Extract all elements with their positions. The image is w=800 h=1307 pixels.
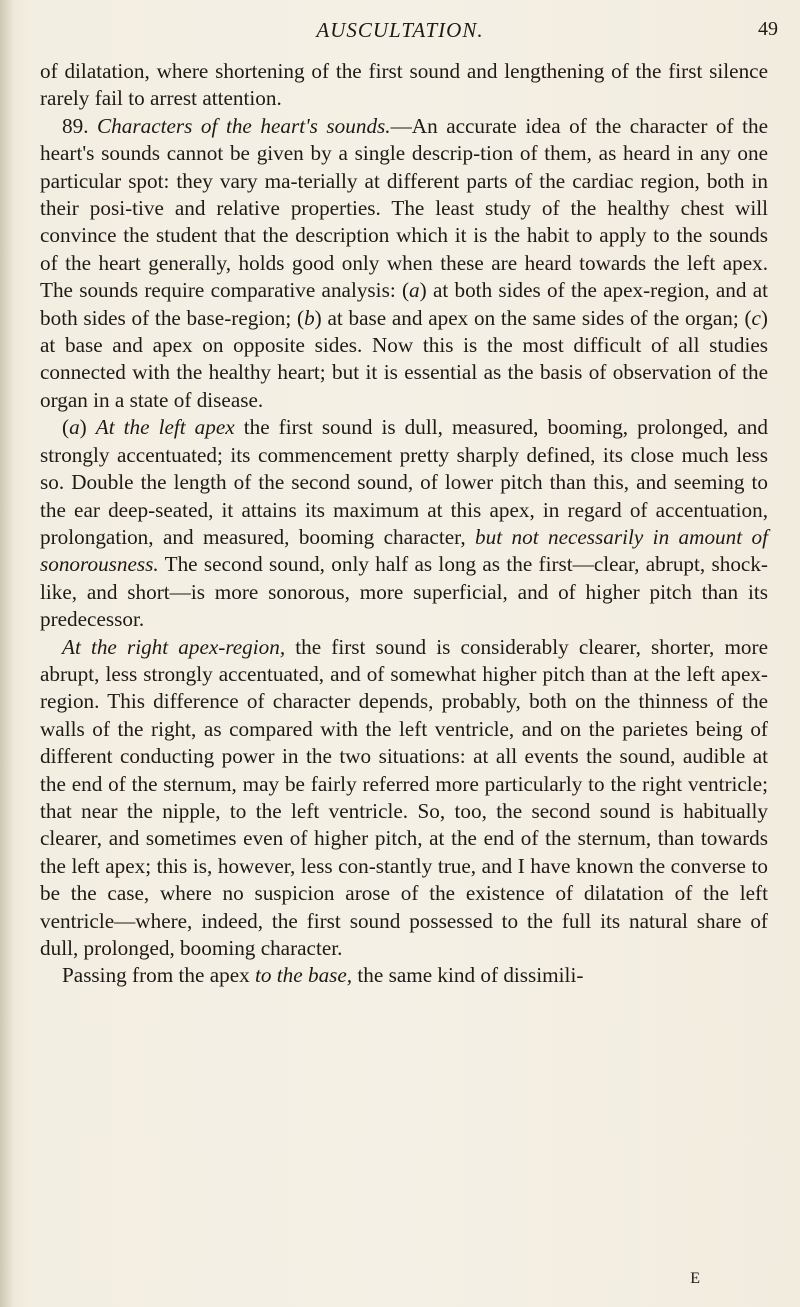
paragraph (40, 414, 768, 633)
binding-shadow (0, 0, 14, 1307)
text-run: —An accurate idea of the character of the heart's sounds cannot be given by a single descrip-tion of them, as heard in any one particular spot: they vary ma-terially at different parts of the cardiac region, both in their posi-tive and relative properties. The least study of the healthy chest will convince the student that the description which it is the habit to apply to the sounds of the heart generally, holds good only when these are heard towards the left apex. The sounds require comparative analysis: ( (40, 113, 769, 303)
text-run: ( (62, 415, 70, 440)
text-run: the same kind of dissimili- (352, 963, 584, 988)
text-run: ) (79, 415, 96, 440)
italic-text-run: a (409, 278, 420, 303)
text-run: ) at base and apex on the same sides of the organ; ( (314, 305, 752, 330)
text-run: the first sound is dull, measured, booming, prolonged, and strongly accentuated; its commencement pretty sharply defined, its close much less so. Double the length of the second sound, of lower pitch than this, and seeming to the ear deep-seated, it attains its maximum at this apex, in regard of accentuation, prolongation, and measured, booming character, (40, 415, 768, 549)
running-title: AUSCULTATION. (316, 18, 484, 42)
paragraph (40, 962, 768, 989)
paragraph (40, 58, 768, 113)
page-number: 49 (758, 18, 778, 40)
paragraph (40, 113, 768, 414)
text-run: ) at both sides of the apex-region, and at both sides of the base-region; ( (40, 278, 769, 330)
italic-text-run: c (751, 305, 761, 330)
text-run: the first sound is considerably clearer, shorter, more abrupt, less strongly accentuated, and of somewhat higher pitch than at the left apex-region. This difference of character depends, probably, both on the thinness of the walls of the right, as compared with the left ventricle, and on the parietes being of different conducting power in the two situations: at all events the sound, audible at the end of the sternum, may be fairly referred more particularly to the right ventricle; that near the nipple, to the left ventricle. So, too, the second sound is habitually clearer, and sometimes even of higher pitch, at the end of the sternum, than towards the left apex; this is, however, less con-stantly true, and I have known the converse to be the case, where no suspicion arose of the existence of dilatation of the left ventricle—where, indeed, the first sound possessed to the full its natural share of dull, prolonged, booming character. (40, 634, 768, 960)
body-text (40, 58, 768, 990)
signature-mark: E (690, 1270, 700, 1287)
text-run: ) at base and apex on opposite sides. Now this is the most difficult of all studies connected with the healthy heart; but it is essential as the basis of observation of the organ in a state of disease. (40, 305, 768, 412)
italic-text-run: b (304, 305, 315, 330)
text-run: 89. (62, 113, 98, 138)
italic-text-run: At the right apex-region, (62, 634, 286, 659)
italic-text-run: but not necessarily in amount of sonorousness. (40, 524, 768, 577)
text-run: of dilatation, where shortening of the first sound and lengthening of the first silence rarely fail to arrest attention. (40, 59, 768, 111)
paragraph (40, 634, 768, 963)
running-head (0, 18, 800, 48)
italic-text-run: At the left apex (95, 415, 235, 440)
italic-text-run: to the base, (255, 963, 353, 988)
text-run: The second sound, only half as long as the first—clear, abrupt, shock-like, and short—is more sonorous, more superficial, and of higher pitch than its predecessor. (40, 552, 768, 632)
italic-text-run: Characters of the heart's sounds. (97, 113, 391, 138)
italic-text-run: a (69, 415, 80, 440)
text-run: Passing from the apex (62, 963, 256, 988)
